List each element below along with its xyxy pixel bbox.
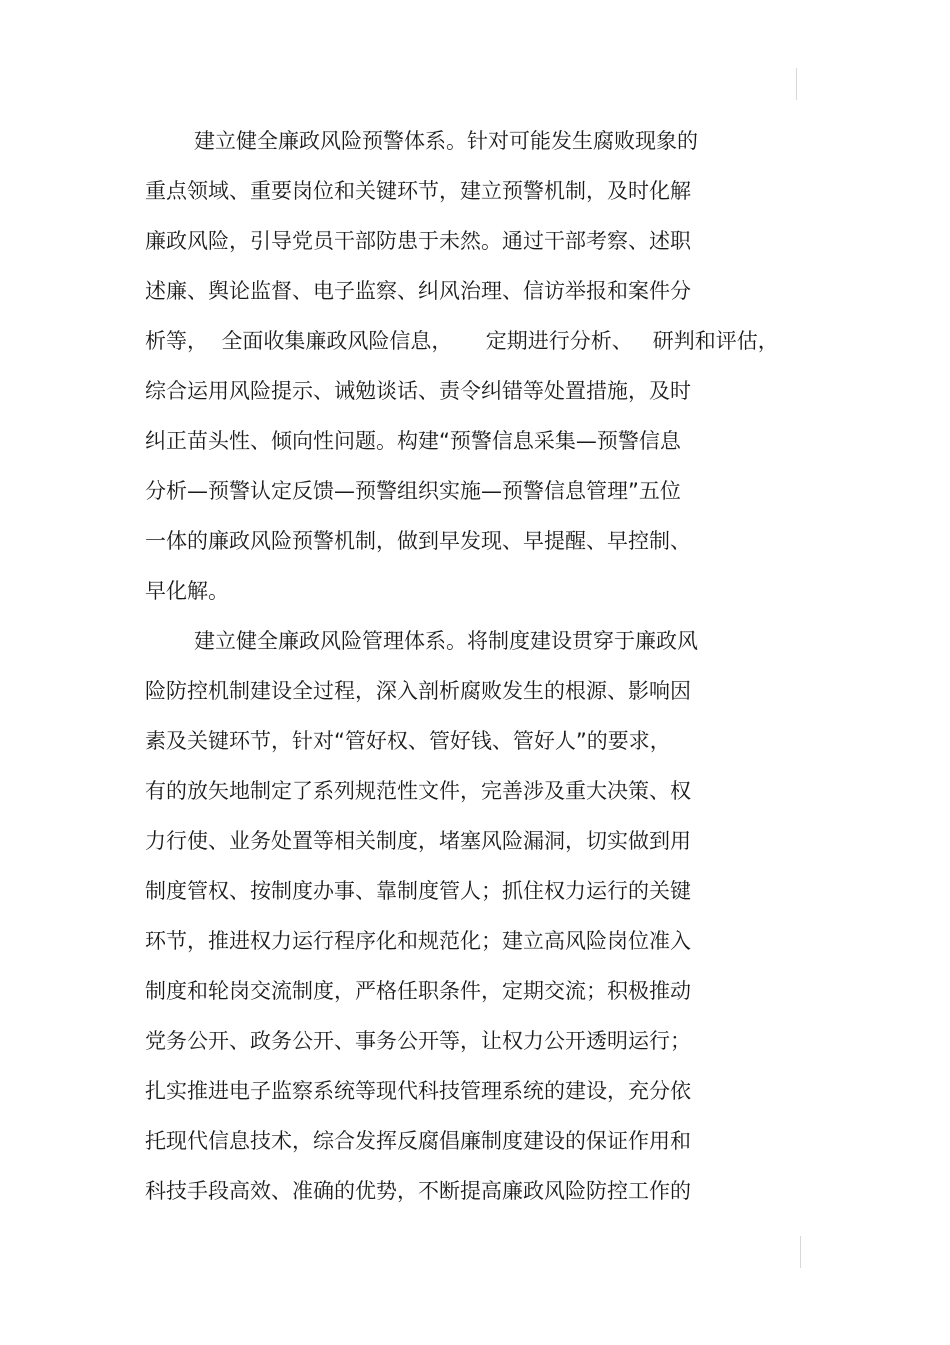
paragraph-2-line-10: 扎实推进电子监察系统等现代科技管理系统的建设，充分依 <box>145 1079 691 1103</box>
paragraph-1-line-7: 纠正苗头性、倾向性问题。构建“预警信息采集—预警信息 <box>145 429 681 453</box>
paragraph-1-line-10: 早化解。 <box>145 579 229 603</box>
paragraph-2-line-12: 科技手段高效、准确的优势，不断提高廉政风险防控工作的 <box>145 1179 691 1203</box>
paragraph-1-line-2: 重点领域、重要岗位和关键环节，建立预警机制，及时化解 <box>145 179 691 203</box>
paragraph-2-line-6: 制度管权、按制度办事、靠制度管人；抓住权力运行的关键 <box>145 879 691 903</box>
paragraph-1-line-8: 分析—预警认定反馈—预警组织实施—预警信息管理”五位 <box>145 479 681 503</box>
paragraph-1-line-1: 建立健全廉政风险预警体系。针对可能发生腐败现象的 <box>194 129 698 153</box>
paragraph-1-line-6: 综合运用风险提示、诫勉谈话、责令纠错等处置措施，及时 <box>145 379 691 403</box>
paragraph-1-line-4: 述廉、舆论监督、电子监察、纠风治理、信访举报和案件分 <box>145 279 691 303</box>
paragraph-1-line-9: 一体的廉政风险预警机制，做到早发现、早提醒、早控制、 <box>145 529 691 553</box>
paragraph-2-line-1: 建立健全廉政风险管理体系。将制度建设贯穿于廉政风 <box>194 629 698 653</box>
paragraph-2-line-8: 制度和轮岗交流制度，严格任职条件，定期交流；积极推动 <box>145 979 691 1003</box>
paragraph-2-line-11: 托现代信息技术，综合发挥反腐倡廉制度建设的保证作用和 <box>145 1129 691 1153</box>
paragraph-1-line-5: 析等， 全面收集廉政风险信息， 定期进行分析、 研判和评估， <box>145 329 779 353</box>
top-right-margin-mark <box>796 68 797 100</box>
paragraph-2-line-5: 力行使、业务处置等相关制度，堵塞风险漏洞，切实做到用 <box>145 829 691 853</box>
paragraph-2-line-3: 素及关键环节，针对“管好权、管好钱、管好人”的要求， <box>145 729 671 753</box>
paragraph-2-line-4: 有的放矢地制定了系列规范性文件，完善涉及重大决策、权 <box>145 779 691 803</box>
paragraph-2-line-2: 险防控机制建设全过程，深入剖析腐败发生的根源、影响因 <box>145 679 691 703</box>
paragraph-2-line-9: 党务公开、政务公开、事务公开等，让权力公开透明运行； <box>145 1029 691 1053</box>
paragraph-1-line-3: 廉政风险，引导党员干部防患于未然。通过干部考察、述职 <box>145 229 691 253</box>
bottom-right-margin-mark <box>800 1236 801 1268</box>
paragraph-2-line-7: 环节，推进权力运行程序化和规范化；建立高风险岗位准入 <box>145 929 691 953</box>
